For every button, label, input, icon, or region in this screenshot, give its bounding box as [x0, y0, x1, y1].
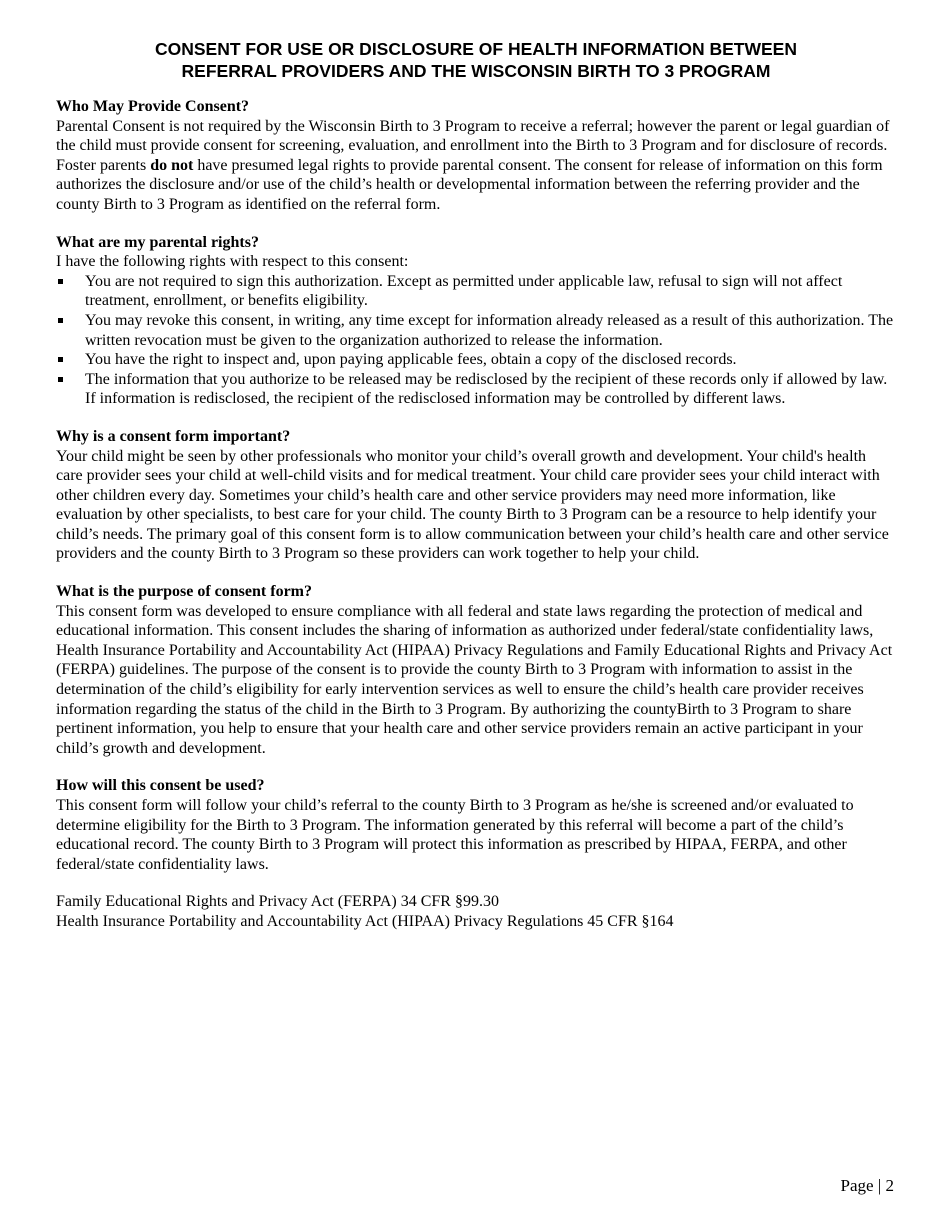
section-why-consent-important [56, 427, 896, 564]
list-item [56, 370, 896, 409]
section-who-may-provide-consent [56, 97, 896, 215]
document-page [56, 38, 896, 932]
body-text: have presumed legal rights to provide parental consent. The consent for release of information on this form authorizes the disclosure and/or use of the child’s health or developmental information between the referring provider and the county Birth to 3 Program as identified on the referral form. [56, 156, 883, 213]
list-item-text: You may revoke this consent, in writing, any time except for information already released as a result of this authorization. The written revocation must be given to the organization authorized to release the information. [85, 311, 894, 349]
section-heading: What are my parental rights? [56, 233, 259, 251]
list-item [56, 272, 896, 311]
section-heading: Why is a consent form important? [56, 427, 291, 445]
document-title [56, 38, 896, 82]
section-heading: What is the purpose of consent form? [56, 583, 312, 601]
rights-list [56, 272, 896, 409]
body-text: Parental Consent is not required by the Wisconsin Birth to 3 Program to receive a referral; however the parent or legal guardian of the child must provide consent for screening, evaluation, and enrollment into the Birth to 3 Program and for disclosure of records. Foster parents [56, 117, 890, 174]
section-body: This consent form will follow your child’s referral to the county Birth to 3 Program as he/she is screened and/or evaluated to determine eligibility for the Birth to 3 Program. The information generated by this referral will become a part of the child’s educational record. The county Birth to 3 Program will protect this information as prescribed by HIPAA, FERPA, and other federal/state confidentiality laws. [56, 797, 854, 873]
ferpa-reference: Family Educational Rights and Privacy Act (FERPA) 34 CFR §99.30 [56, 893, 499, 911]
section-heading: How will this consent be used? [56, 777, 265, 795]
section-parental-rights [56, 233, 896, 409]
legal-references [56, 892, 896, 931]
square-bullet-icon [58, 318, 63, 323]
square-bullet-icon [58, 357, 63, 362]
section-body: Your child might be seen by other professionals who monitor your child’s overall growth and development. Your child's health care provider sees your child at well-child visits and for medical treatment. Your child care provider sees your child interact with other children every day. Sometimes your child’s health care and other service providers may need more information, like evaluation by other specialists, to best care for your child. The county Birth to 3 Program can be a resource to help identify your child’s needs. The primary goal of this consent form is to allow communication between your child’s health care and other service providers and the county Birth to 3 Program so these providers can work together to help your child. [56, 447, 889, 563]
square-bullet-icon [58, 279, 63, 284]
section-body: This consent form was developed to ensure compliance with all federal and state laws regarding the protection of medical and educational information. This consent includes the sharing of information as authorized under federal/state confidentiality laws, Health Insurance Portability and Accountability Act (HIPAA) Privacy Regulations and Family Educational Rights and Privacy Act (FERPA) guidelines. The purpose of the consent is to provide the county Birth to 3 Program with information to assist in the determination of the child’s eligibility for early intervention services as well to ensure the child’s health care provider receives information regarding the status of the child in the Birth to 3 Program. By authorizing the countyBirth to 3 Program to share pertinent information, you help to ensure that your health care and other service providers remain an active participant in your child’s growth and development. [56, 602, 893, 757]
section-purpose-of-consent [56, 582, 896, 758]
section-intro: I have the following rights with respect to this consent: [56, 253, 409, 271]
title-line-2: REFERRAL PROVIDERS AND THE WISCONSIN BIRTH TO 3 PROGRAM [181, 61, 771, 81]
list-item [56, 311, 896, 350]
section-heading: Who May Provide Consent? [56, 98, 250, 115]
hipaa-reference: Health Insurance Portability and Accountability Act (HIPAA) Privacy Regulations 45 CFR §164 [56, 912, 674, 930]
list-item-text: You are not required to sign this authorization. Except as permitted under applicable law, refusal to sign will not affect treatment, enrollment, or benefits eligibility. [85, 272, 843, 310]
list-item-text: You have the right to inspect and, upon paying applicable fees, obtain a copy of the disclosed records. [85, 351, 737, 369]
emphasis-text: do not [150, 156, 194, 174]
page-number: Page | 2 [840, 1176, 894, 1195]
list-item-text: The information that you authorize to be released may be redisclosed by the recipient of these records only if allowed by law. If information is redisclosed, the recipient of the redisclosed information may be controlled by different laws. [85, 370, 888, 408]
section-how-consent-used [56, 776, 896, 874]
section-body [56, 117, 896, 215]
square-bullet-icon [58, 377, 63, 382]
title-line-1: CONSENT FOR USE OR DISCLOSURE OF HEALTH INFORMATION BETWEEN [155, 39, 797, 59]
list-item [56, 350, 896, 370]
